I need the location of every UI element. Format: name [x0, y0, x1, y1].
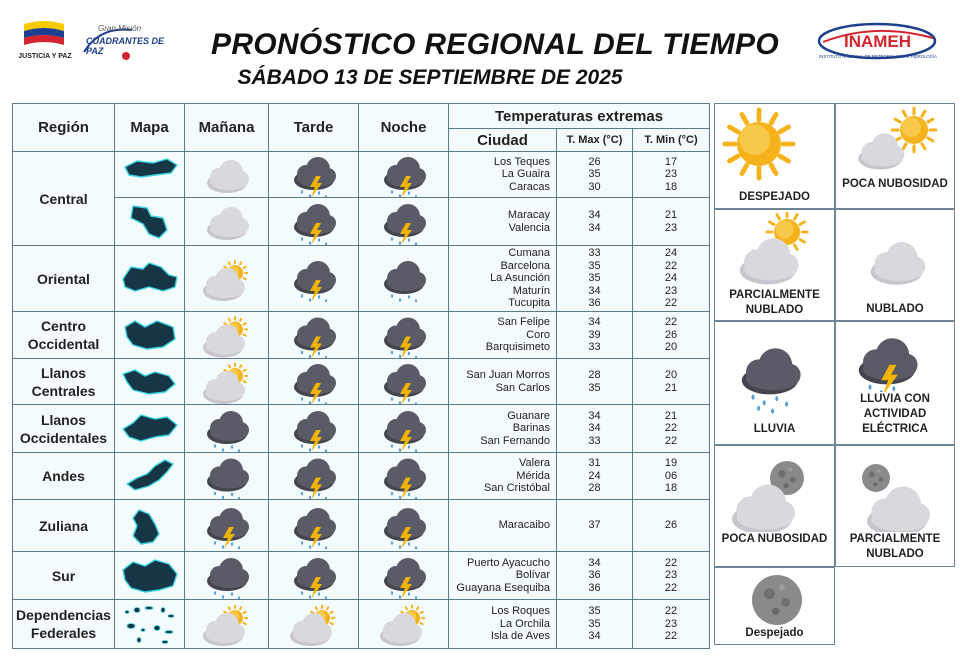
night-storm-icon [359, 359, 449, 405]
tmax-value: 34 [588, 422, 601, 435]
region-cell: Oriental [13, 246, 115, 312]
logo-justicia-y-paz [14, 20, 76, 66]
city-list [449, 359, 557, 405]
tmin-value: 18 [664, 180, 678, 193]
region-map-icon [115, 246, 185, 312]
tmin-list [633, 152, 710, 198]
region-cell: Llanos Occidentales [13, 405, 115, 453]
city-name: Maturín [512, 284, 550, 297]
legend-item [714, 103, 835, 209]
tmin-value: 18 [664, 482, 678, 495]
tmin-value: 23 [664, 569, 678, 582]
city-list [449, 312, 557, 359]
tmin-value: 23 [664, 168, 678, 181]
tmax-value: 26 [588, 155, 601, 168]
tmax-list [557, 600, 633, 649]
tmax-value: 35 [588, 617, 601, 630]
city-name: San Felipe [497, 316, 550, 329]
city-list [449, 405, 557, 453]
region-map-icon [115, 552, 185, 600]
tmax-value: 35 [588, 381, 601, 394]
tmin-value: 22 [664, 581, 678, 594]
logo-right-text: INAMEH [843, 32, 912, 51]
morning-cloudy-icon [185, 152, 269, 198]
tmax-value: 34 [588, 284, 601, 297]
city-list [449, 152, 557, 198]
tmax-value: 33 [588, 341, 601, 354]
city-name: Barinas [512, 422, 550, 435]
city-name: San Cristóbal [483, 482, 550, 495]
table-row [13, 198, 710, 246]
morning-partly-icon [185, 600, 269, 649]
sun-icon [717, 106, 834, 190]
night-storm-icon [359, 405, 449, 453]
night-partly-icon [359, 600, 449, 649]
tmin-value: 26 [664, 519, 678, 532]
tmax-list [557, 152, 633, 198]
night-storm-icon [359, 152, 449, 198]
tmax-list [557, 405, 633, 453]
city-name: La Asunción [490, 272, 550, 285]
tmin-list [633, 246, 710, 312]
legend-label: Despejado [745, 627, 804, 639]
region-cell: Central [13, 152, 115, 246]
tmax-list [557, 246, 633, 312]
table-row [13, 359, 710, 405]
tmax-value: 34 [588, 630, 601, 643]
city-name: San Juan Morros [466, 369, 550, 381]
legend-panel [714, 103, 955, 645]
legend-label: POCA NUBOSIDAD [721, 533, 828, 545]
region-map-icon [115, 359, 185, 405]
night-storm-icon [359, 312, 449, 359]
rain-icon [717, 324, 834, 422]
tmin-value: 21 [664, 209, 678, 221]
region-map-icon [115, 405, 185, 453]
region-cell: Llanos Centrales [13, 359, 115, 405]
region-map-icon [115, 152, 185, 198]
region-cell: Andes [13, 453, 115, 500]
city-name: Barcelona [500, 259, 550, 272]
city-name: La Guaira [501, 168, 550, 181]
tmin-value: 23 [664, 284, 678, 297]
header-tmax: T. Max (°C) [557, 129, 633, 152]
legend-item [835, 445, 955, 567]
tmax-value: 33 [588, 247, 601, 260]
tmax-list [557, 500, 633, 552]
afternoon-storm-icon [269, 246, 359, 312]
tmin-list [633, 198, 710, 246]
page-title: PRONÓSTICO REGIONAL DEL TIEMPO [211, 28, 779, 61]
tmin-list [633, 552, 710, 600]
city-list [449, 453, 557, 500]
city-list [449, 600, 557, 649]
table-row [13, 405, 710, 453]
venezuela-flag-icon [22, 20, 66, 48]
header-map: Mapa [115, 104, 185, 152]
tmin-value: 22 [664, 297, 678, 310]
legend-item [714, 321, 835, 445]
tmin-value: 20 [664, 341, 678, 354]
city-name: Caracas [509, 180, 550, 193]
cloudy-icon [838, 212, 954, 302]
tmin-list [633, 600, 710, 649]
city-name: San Carlos [495, 381, 550, 394]
city-name: Mérida [516, 469, 550, 482]
tmax-value: 35 [588, 168, 601, 181]
tmax-list [557, 198, 633, 246]
tmax-value: 35 [588, 259, 601, 272]
tmin-list [633, 405, 710, 453]
region-map-icon [115, 312, 185, 359]
region-cell: Centro Occidental [13, 312, 115, 359]
header-morning: Mañana [185, 104, 269, 152]
logo-mid-line2: CUADRANTES DE PAZ [86, 36, 165, 56]
morning-partly-icon [185, 246, 269, 312]
morning-partly-icon [185, 359, 269, 405]
region-map-icon [115, 453, 185, 500]
table-row [13, 552, 710, 600]
afternoon-storm-icon [269, 405, 359, 453]
afternoon-storm-icon [269, 152, 359, 198]
legend-item [835, 209, 955, 321]
tmax-list [557, 359, 633, 405]
city-name: Maracay [507, 209, 550, 221]
legend-label: POCA NUBOSIDAD [842, 178, 948, 190]
tmin-value: 22 [664, 556, 678, 569]
night-storm-icon [359, 552, 449, 600]
tmin-list [633, 500, 710, 552]
city-name: Puerto Ayacucho [467, 556, 550, 569]
night-rain-icon [359, 246, 449, 312]
tmax-list [557, 453, 633, 500]
tmin-list [633, 359, 710, 405]
region-map-icon [115, 500, 185, 552]
logo-mid-line1: Gran Misión [98, 24, 142, 33]
city-name: Guanare [507, 409, 550, 422]
header [0, 0, 960, 100]
tmin-value: 24 [664, 247, 678, 260]
city-list [449, 500, 557, 552]
logo-left-text: JUSTICIA Y PAZ [18, 53, 72, 60]
city-name: Guayana Esequiba [456, 581, 550, 594]
tmax-list [557, 312, 633, 359]
city-name: Barquisimeto [485, 341, 550, 354]
morning-storm-icon [185, 500, 269, 552]
city-name: Valencia [508, 221, 550, 234]
legend-item [835, 103, 955, 209]
region-cell: Sur [13, 552, 115, 600]
logo-inameh [815, 20, 940, 62]
tmax-value: 36 [588, 581, 601, 594]
tmin-value: 22 [664, 434, 678, 447]
legend-item [714, 567, 835, 645]
legend-item [714, 209, 835, 321]
legend-item [714, 445, 835, 567]
afternoon-storm-icon [269, 312, 359, 359]
table-row [13, 600, 710, 649]
legend-label: LLUVIA CON ACTIVIDAD ELÉCTRICA [860, 393, 930, 435]
forecast-table [12, 103, 710, 649]
morning-rain-icon [185, 552, 269, 600]
legend-label: DESPEJADO [739, 191, 810, 203]
logo-right-sub: INSTITUTO NACIONAL DE METEOROLOGÍA E HIDROLOGÍA [819, 54, 937, 59]
morning-cloudy-icon [185, 198, 269, 246]
tmax-value: 35 [588, 605, 601, 618]
tmin-value: 21 [664, 381, 678, 394]
city-list [449, 246, 557, 312]
night-storm-icon [359, 198, 449, 246]
morning-rain-icon [185, 453, 269, 500]
tmax-value: 34 [588, 316, 601, 329]
tmax-value: 31 [588, 457, 601, 470]
table-row [13, 312, 710, 359]
city-name: Coro [526, 328, 550, 341]
city-name: Los Roques [491, 605, 550, 618]
tmax-value: 39 [588, 328, 601, 341]
header-tmin: T. Min (°C) [633, 129, 710, 152]
tmin-value: 22 [664, 316, 678, 329]
region-cell: Dependencias Federales [13, 600, 115, 649]
tmin-value: 26 [664, 328, 678, 341]
tmax-list [557, 552, 633, 600]
header-extremes: Temperaturas extremas [449, 104, 710, 129]
city-name: Los Teques [493, 155, 550, 168]
header-region: Región [13, 104, 115, 152]
tmax-value: 30 [588, 180, 601, 193]
legend-label: NUBLADO [866, 303, 924, 315]
city-name: Bolívar [515, 569, 550, 582]
tmax-value: 36 [588, 569, 601, 582]
table-row [13, 500, 710, 552]
morning-partly-icon [185, 312, 269, 359]
tmax-value: 34 [588, 221, 601, 234]
afternoon-storm-icon [269, 198, 359, 246]
tmin-value: 23 [664, 221, 678, 234]
tmin-list [633, 312, 710, 359]
city-list [449, 198, 557, 246]
tmin-value: 06 [664, 469, 678, 482]
city-name: Valera [519, 457, 550, 470]
night-storm-icon [359, 453, 449, 500]
region-cell: Zuliana [13, 500, 115, 552]
region-map-icon [115, 198, 185, 246]
tmin-value: 19 [664, 457, 678, 470]
city-name: La Orchila [499, 617, 550, 630]
moon-few-clouds-icon [717, 448, 834, 532]
moon-icon [717, 570, 834, 626]
city-name: Isla de Aves [490, 630, 550, 643]
afternoon-storm-icon [269, 552, 359, 600]
city-name: Tucupita [508, 297, 550, 310]
tmax-value: 34 [588, 409, 601, 422]
header-afternoon: Tarde [269, 104, 359, 152]
tmin-list [633, 453, 710, 500]
few-clouds-icon [838, 106, 954, 177]
legend-label: PARCIALMENTE NUBLADO [849, 533, 941, 560]
tmin-value: 24 [664, 272, 678, 285]
afternoon-storm-icon [269, 453, 359, 500]
city-name: San Fernando [480, 434, 550, 447]
tmax-value: 34 [588, 209, 601, 221]
tmax-value: 33 [588, 434, 601, 447]
page-subtitle: SÁBADO 13 DE SEPTIEMBRE DE 2025 [237, 66, 623, 89]
header-city: Ciudad [449, 129, 557, 152]
header-night: Noche [359, 104, 449, 152]
tmax-value: 35 [588, 272, 601, 285]
morning-rain-icon [185, 405, 269, 453]
tmax-value: 28 [588, 482, 601, 495]
region-map-icon [115, 600, 185, 649]
tmin-value: 21 [664, 409, 678, 422]
partly-cloudy-icon [717, 212, 834, 288]
tmin-value: 22 [664, 259, 678, 272]
tmax-value: 34 [588, 556, 601, 569]
tmax-value: 28 [588, 369, 601, 381]
tmin-value: 23 [664, 617, 678, 630]
tmax-value: 36 [588, 297, 601, 310]
table-row [13, 152, 710, 198]
legend-label: PARCIALMENTE NUBLADO [729, 289, 820, 316]
moon-partly-cloudy-icon [838, 448, 954, 532]
tmax-value: 37 [588, 519, 601, 532]
city-list [449, 552, 557, 600]
afternoon-storm-icon [269, 359, 359, 405]
afternoon-storm-icon [269, 500, 359, 552]
city-name: Maracaibo [498, 519, 550, 532]
tmin-value: 17 [664, 155, 678, 168]
table-row [13, 246, 710, 312]
storm-icon [838, 324, 954, 392]
afternoon-partly-icon [269, 600, 359, 649]
tmin-value: 20 [664, 369, 678, 381]
tmax-value: 24 [588, 469, 601, 482]
tmin-value: 22 [664, 630, 678, 643]
legend-label: LLUVIA [753, 423, 796, 435]
legend-item [835, 321, 955, 445]
city-name: Cumana [508, 247, 550, 260]
night-storm-icon [359, 500, 449, 552]
table-row [13, 453, 710, 500]
tmin-value: 22 [664, 605, 678, 618]
tmin-value: 22 [664, 422, 678, 435]
